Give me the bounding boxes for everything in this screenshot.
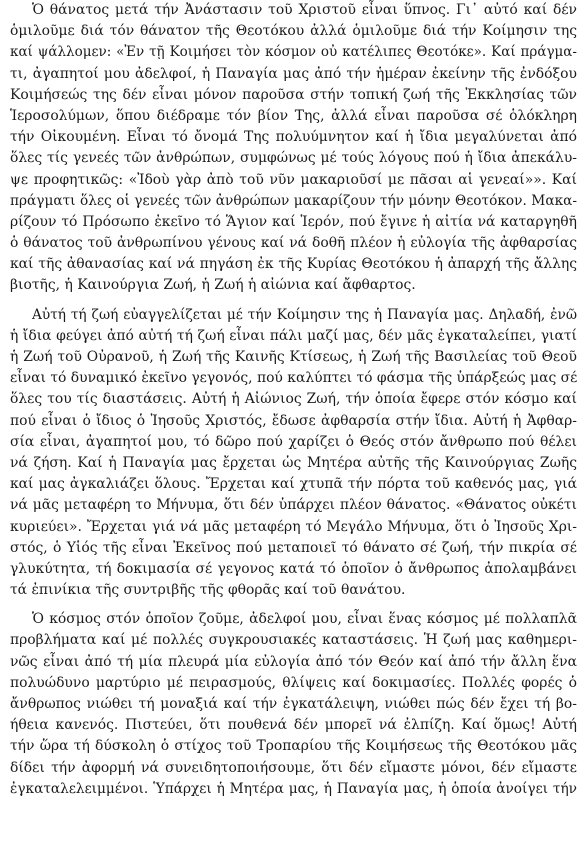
text-line: κυριεύει». Ἔρχεται γιά νά μᾶς μεταφέρη τό Μεγάλο Μήνυμα, ὅτι ὁ Ἰησοῦς Χρι-: [10, 518, 577, 535]
text-line: καί τῆς ἀθανασίας καί νά πηγάση ἐκ τῆς Κυρίας Θεοτόκου ἡ ἀπαρχή τῆς ἄλλης: [10, 256, 577, 273]
text-line: πολυώδυνο μαρτύριο μέ πειρασμούς, θλίψεις καί δοκιμασίες. Πολλές φορές ὁ: [10, 674, 577, 691]
text-line: ὅλες του τίς διαστάσεις. Αὐτή ἡ Αἰώνιος Ζωή, τήν ὁποία ἔφερε στόν κόσμο καί: [10, 391, 577, 408]
text-line: ἡ Ζωή τοῦ Οὐρανοῦ, ἡ Ζωή τῆς Καινῆς Κτίσεως, ἡ Ζωή τῆς Βασιλείας τοῦ Θεοῦ: [10, 349, 577, 365]
text-line: ψε προφητικῶς: «Ἰδοὺ γὰρ ἀπὸ τοῦ νῦν μακαριοῦσί με πᾶσαι αἱ γενεαί»». Καί: [10, 171, 577, 188]
text-line: Κοιμήσεώς της δέν εἶναι μόνον παροῦσα στήν τοπική ζωή τῆς Ἐκκλησίας τῶν: [10, 86, 577, 103]
text-line: δίδει τήν ἀφορμή νά συνειδητοποιήσουμε, ὅτι δέν εἴμαστε μόνοι, δέν εἴμαστε: [10, 759, 577, 776]
text-line: Ὁ κόσμος στόν ὁποῖον ζοῦμε, ἀδελφοί μου, εἶναι ἕνας κόσμος μέ πολλαπλᾶ: [32, 611, 577, 628]
text-line: εἶναι τό δυναμικό ἐκεῖνο γεγονός, πού καλύπτει τό φάσμα τῆς ὑπάρξεώς μας σέ: [10, 370, 577, 387]
text-line: πράγματι ὅλες οἱ γενεές τῶν ἀνθρώπων μακαρίζουν τήν μόνην Θεοτόκον. Μακα-: [10, 192, 577, 209]
text-line: προβλήματα καί μέ πολλές συγκρουσιακές καταστάσεις. Ἡ ζωή μας καθημερι-: [10, 632, 577, 649]
text-line: ὅλες τίς γενεές τῶν ἀνθρώπων, συμφώνως μέ τούς λόγους πού ἡ ἴδια ἀπεκάλυ-: [10, 150, 577, 167]
text-line: τήν Οἰκουμένη. Εἶναι τό ὄνομά Της πολυύμνητον καί ἡ ἴδια μεγαλύνεται ἀπό: [10, 129, 577, 146]
text-line: καί μας ἀγκαλιάζει ὅλους. Ἔρχεται καί χτυπᾶ τήν πόρτα τοῦ καθενός μας, γιά: [10, 476, 577, 493]
text-line: ἄνθρωπος νιώθει τή μοναξιά καί τήν ἐγκατάλειψη, νιώθει πώς δέν ἔχει τή βο-: [10, 696, 577, 712]
text-line: βιοτῆς, ἡ Καινούργια Ζωή, ἡ Ζωή ἡ αἰώνια καί ἄφθαρτος.: [10, 277, 416, 294]
text-line: τι, ἀγαπητοί μου ἀδελφοί, ἡ Παναγία μας ἀπό τήν ἡμέραν ἐκείνην τῆς ἐνδόξου: [10, 65, 577, 82]
text-line: γλυκύτητα, τή δοκιμασία σέ γεγονος κατά τό ὁποῖον ὁ ἄνθρωπος ἀπολαμβάνει: [10, 560, 577, 577]
text-line: νά μᾶς μεταφέρη το Μήνυμα, ὅτι δέν ὑπάρχει πλέον θάνατος. «Θάνατος οὐκέτι: [10, 497, 577, 514]
text-line: νά ζήση. Καί ἡ Παναγία μας ἔρχεται ὡς Μητέρα αὐτῆς τῆς Καινούργιας Ζωῆς: [10, 454, 577, 471]
paragraph-spacer: [10, 297, 577, 305]
paragraph-2: [10, 305, 577, 602]
paragraph-1: [10, 0, 577, 297]
text-line: στός, ὁ Υἱός τῆς εἶναι Ἐκεῖνος πού μεταποιεῖ τό θάνατο σέ ζωή, τήν πικρία σέ: [10, 539, 577, 556]
text-line: νῶς εἶναι ἀπό τή μία πλευρά μία εὐλογία ἀπό τόν Θεόν καί ἀπό τήν ἄλλη ἕνα: [10, 653, 577, 670]
text-line: Ἱεροσολύμων, ὅπου διέδραμε τόν βίον Της, ἀλλά εἶναι παροῦσα σέ ὁλόκληρη: [10, 107, 577, 124]
text-line: σία εἶναι, ἀγαπητοί μου, τό δῶρο πού χαρίζει ὁ Θεός στόν ἄνθρωπο πού θέλει: [10, 433, 577, 450]
text-line: Ὁ θάνατος μετά τήν Ἀνάστασιν τοῦ Χριστοῦ εἶναι ὕπνος. Γι᾽ αὐτό καί δέν: [32, 2, 577, 18]
paragraph-spacer: [10, 601, 577, 609]
text-line: τήν ὥρα τή δύσκολη ὁ στίχος τοῦ Τροπαρίου τῆς Κοιμήσεως τῆς Θεοτόκου μᾶς: [10, 738, 577, 755]
text-line: ὁ θάνατος τοῦ ἀνθρωπίνου γένους καί νά δοθῆ πλέον ἡ εὐλογία τῆς ἀφθαρσίας: [10, 235, 577, 252]
text-line: τά ἐπινίκια τῆς συντριβῆς τῆς φθορᾶς καί τοῦ θανάτου.: [10, 582, 406, 599]
text-line: ήθεια κανενός. Πιστεύει, ὅτι πουθενά δέν μπορεῖ νά ἐλπίζη. Καί ὅμως! Αὐτή: [10, 717, 577, 734]
text-line: Αὐτή τή ζωή εὐαγγελίζεται μέ τήν Κοίμησιν της ἡ Παναγία μας. Δηλαδή, ἐνῶ: [32, 306, 577, 323]
text-line: ὁμιλοῦμε διά τόν θάνατον τῆς Θεοτόκου ἀλλά ὁμιλοῦμε διά τήν Κοίμησιν της: [10, 23, 577, 40]
paragraph-3: [10, 609, 577, 800]
text-line: καί ψάλλομεν: «Ἐν τῇ Κοιμήσει τὸν κόσμον οὐ κατέλιπες Θεοτόκε». Καί πράγμα-: [10, 44, 577, 61]
text-line: ἡ ἴδια φεύγει ἀπό αὐτή τή ζωή εἶναι πάλι μαζί μας, δέν μᾶς ἐγκαταλείπει, γιατί: [10, 327, 577, 344]
text-line: ἐγκαταλελειμμένοι. Ὑπάρχει ἡ Μητέρα μας, ἡ Παναγία μας, ἡ ὁποία ἀνοίγει τήν: [10, 780, 577, 797]
text-line: πού εἶναι ὁ ἴδιος ὁ Ἰησοῦς Χριστός, ἔδωσε ἀφθαρσία στήν ἴδια. Αὐτή ἡ Ἀφθαρ-: [10, 412, 577, 429]
text-line: ρίζουν τό Πρόσωπο ἐκεῖνο τό Ἅγιον καί Ἱερόν, πού ἔγινε ἡ αἰτία νά καταργηθῆ: [10, 213, 577, 230]
